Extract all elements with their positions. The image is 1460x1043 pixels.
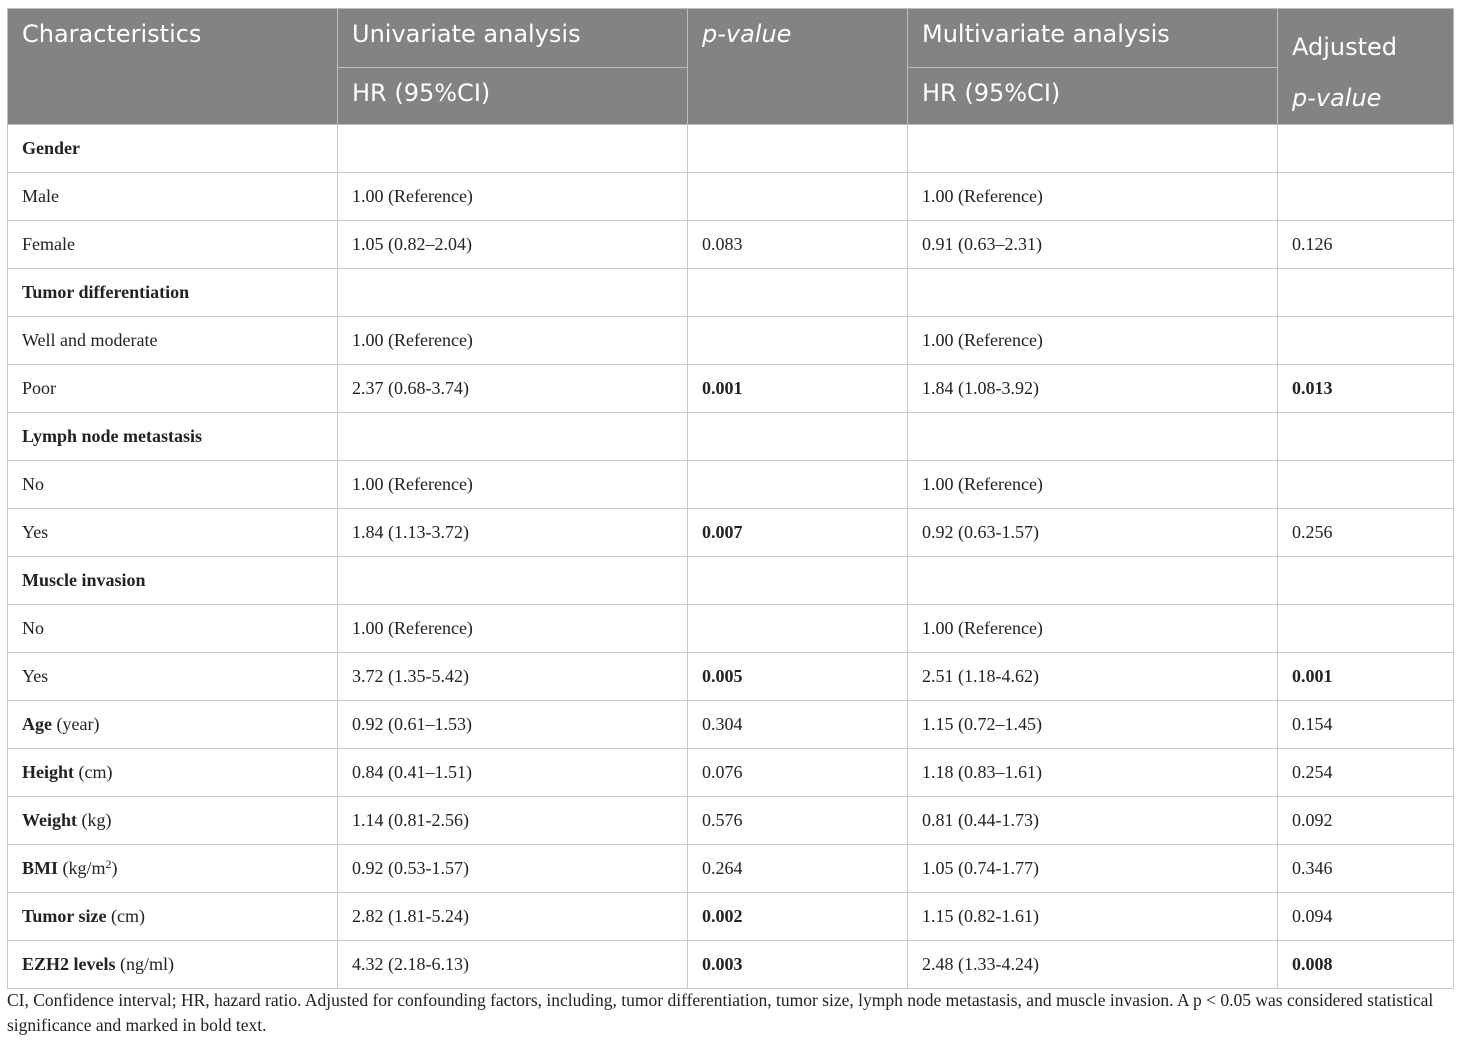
table-footnote: CI, Confidence interval; HR, hazard ratio. Adjusted for confounding factors, including, tumor differentiation, tumor size, lymph node metastasis, and muscle invasion. A p < 0.05 was considered statistical significance and marked in bold text. — [7, 990, 1434, 1035]
cell-multivariate-hr — [908, 269, 1278, 317]
characteristic-label: Well and moderate — [22, 330, 158, 350]
cell-pvalue: 0.001 — [688, 365, 908, 413]
cell-characteristic — [8, 893, 338, 941]
cell-univariate-hr: 4.32 (2.18-6.13) — [338, 941, 688, 989]
cell-adjusted-pvalue — [1278, 557, 1454, 605]
cell-characteristic — [8, 461, 338, 509]
header-adjusted-pvalue — [1278, 9, 1454, 125]
cell-pvalue: 0.576 — [688, 797, 908, 845]
cell-pvalue: 0.005 — [688, 653, 908, 701]
characteristic-label: Height — [22, 762, 74, 782]
cell-pvalue — [688, 125, 908, 173]
cell-pvalue: 0.007 — [688, 509, 908, 557]
cell-univariate-hr — [338, 125, 688, 173]
table-row — [8, 557, 1454, 605]
cell-univariate-hr: 1.00 (Reference) — [338, 317, 688, 365]
cell-univariate-hr: 1.00 (Reference) — [338, 173, 688, 221]
cell-univariate-hr: 2.37 (0.68-3.74) — [338, 365, 688, 413]
cell-multivariate-hr — [908, 413, 1278, 461]
cell-pvalue: 0.076 — [688, 749, 908, 797]
characteristic-label: Female — [22, 234, 75, 254]
cell-characteristic — [8, 365, 338, 413]
cell-characteristic — [8, 125, 338, 173]
cell-adjusted-pvalue: 0.092 — [1278, 797, 1454, 845]
cell-characteristic — [8, 509, 338, 557]
table-row — [8, 365, 1454, 413]
table-header — [8, 9, 1454, 125]
cell-pvalue — [688, 173, 908, 221]
cell-pvalue: 0.304 — [688, 701, 908, 749]
header-multivariate: Multivariate analysis — [908, 9, 1278, 68]
cell-univariate-hr: 1.14 (0.81-2.56) — [338, 797, 688, 845]
characteristic-label: Yes — [22, 522, 49, 542]
cell-characteristic — [8, 941, 338, 989]
characteristic-label: No — [22, 474, 44, 494]
characteristic-unit: (cm) — [111, 906, 145, 926]
table-row — [8, 509, 1454, 557]
cell-characteristic — [8, 845, 338, 893]
header-pvalue-text: p-value — [702, 20, 792, 48]
characteristic-label: Yes — [22, 666, 49, 686]
cell-adjusted-pvalue — [1278, 269, 1454, 317]
cell-univariate-hr: 1.05 (0.82–2.04) — [338, 221, 688, 269]
cell-adjusted-pvalue — [1278, 413, 1454, 461]
characteristic-unit: (cm) — [78, 762, 113, 782]
characteristic-unit: (ng/ml) — [120, 954, 174, 974]
unit-tail: ) — [111, 858, 118, 878]
cell-characteristic — [8, 653, 338, 701]
header-adjusted-label: Adjusted — [1292, 33, 1398, 61]
table-row — [8, 797, 1454, 845]
header-multivariate-hr: HR (95%CI) — [908, 67, 1278, 124]
cell-adjusted-pvalue: 0.256 — [1278, 509, 1454, 557]
cell-characteristic — [8, 701, 338, 749]
cell-adjusted-pvalue — [1278, 317, 1454, 365]
cell-pvalue: 0.264 — [688, 845, 908, 893]
table-row — [8, 893, 1454, 941]
unit-superscript: 2 — [105, 857, 112, 871]
characteristic-label: BMI — [22, 858, 58, 878]
cell-adjusted-pvalue: 0.254 — [1278, 749, 1454, 797]
cell-multivariate-hr: 1.00 (Reference) — [908, 317, 1278, 365]
cell-pvalue — [688, 461, 908, 509]
header-characteristics: Characteristics — [8, 9, 338, 125]
cell-adjusted-pvalue: 0.013 — [1278, 365, 1454, 413]
characteristic-label: Gender — [22, 138, 80, 158]
header-univariate: Univariate analysis — [338, 9, 688, 68]
table-row — [8, 269, 1454, 317]
characteristic-unit: (kg/m — [62, 858, 106, 878]
table-row — [8, 173, 1454, 221]
characteristic-label: Poor — [22, 378, 57, 398]
table-row — [8, 845, 1454, 893]
table-row — [8, 605, 1454, 653]
cell-pvalue — [688, 413, 908, 461]
cell-univariate-hr: 2.82 (1.81-5.24) — [338, 893, 688, 941]
cell-characteristic — [8, 749, 338, 797]
cell-characteristic — [8, 317, 338, 365]
cell-multivariate-hr: 0.81 (0.44-1.73) — [908, 797, 1278, 845]
cell-univariate-hr: 1.00 (Reference) — [338, 605, 688, 653]
cell-multivariate-hr: 2.48 (1.33-4.24) — [908, 941, 1278, 989]
cell-pvalue — [688, 269, 908, 317]
cell-univariate-hr: 0.84 (0.41–1.51) — [338, 749, 688, 797]
cell-univariate-hr — [338, 269, 688, 317]
characteristic-unit: (kg) — [81, 810, 112, 830]
header-adjusted-pvalue-text: p-value — [1292, 84, 1382, 112]
table-body — [8, 125, 1454, 989]
cell-univariate-hr: 1.84 (1.13-3.72) — [338, 509, 688, 557]
cell-pvalue — [688, 317, 908, 365]
cell-adjusted-pvalue: 0.126 — [1278, 221, 1454, 269]
cell-pvalue: 0.083 — [688, 221, 908, 269]
characteristic-label: Tumor size — [22, 906, 107, 926]
cell-multivariate-hr — [908, 557, 1278, 605]
cell-univariate-hr: 3.72 (1.35-5.42) — [338, 653, 688, 701]
cell-multivariate-hr: 1.15 (0.82-1.61) — [908, 893, 1278, 941]
cell-univariate-hr: 0.92 (0.61–1.53) — [338, 701, 688, 749]
cell-adjusted-pvalue — [1278, 125, 1454, 173]
cell-adjusted-pvalue: 0.094 — [1278, 893, 1454, 941]
table-row — [8, 749, 1454, 797]
table-row — [8, 941, 1454, 989]
characteristic-label: Age — [22, 714, 52, 734]
header-pvalue — [688, 9, 908, 125]
cell-univariate-hr — [338, 413, 688, 461]
cell-multivariate-hr: 1.00 (Reference) — [908, 173, 1278, 221]
cell-univariate-hr — [338, 557, 688, 605]
characteristic-label: No — [22, 618, 44, 638]
characteristic-label: EZH2 levels — [22, 954, 116, 974]
cell-multivariate-hr: 0.91 (0.63–2.31) — [908, 221, 1278, 269]
cell-multivariate-hr: 1.84 (1.08-3.92) — [908, 365, 1278, 413]
cell-multivariate-hr: 1.00 (Reference) — [908, 605, 1278, 653]
characteristic-label: Muscle invasion — [22, 570, 146, 590]
characteristic-label: Lymph node metastasis — [22, 426, 203, 446]
cell-adjusted-pvalue — [1278, 605, 1454, 653]
table-row — [8, 413, 1454, 461]
cell-pvalue — [688, 557, 908, 605]
cell-multivariate-hr: 1.15 (0.72–1.45) — [908, 701, 1278, 749]
cell-adjusted-pvalue: 0.154 — [1278, 701, 1454, 749]
cell-multivariate-hr: 1.05 (0.74-1.77) — [908, 845, 1278, 893]
characteristic-label: Weight — [22, 810, 78, 830]
table-row — [8, 221, 1454, 269]
cell-adjusted-pvalue: 0.001 — [1278, 653, 1454, 701]
cell-univariate-hr: 0.92 (0.53-1.57) — [338, 845, 688, 893]
header-univariate-hr: HR (95%CI) — [338, 67, 688, 124]
cell-characteristic — [8, 797, 338, 845]
cell-characteristic — [8, 557, 338, 605]
characteristic-label: Tumor differentiation — [22, 282, 190, 302]
cell-adjusted-pvalue — [1278, 461, 1454, 509]
table-row — [8, 317, 1454, 365]
cell-pvalue: 0.002 — [688, 893, 908, 941]
cell-characteristic — [8, 413, 338, 461]
table-row — [8, 125, 1454, 173]
cell-adjusted-pvalue: 0.346 — [1278, 845, 1454, 893]
cell-characteristic — [8, 605, 338, 653]
table-row — [8, 461, 1454, 509]
table-row — [8, 701, 1454, 749]
cell-adjusted-pvalue: 0.008 — [1278, 941, 1454, 989]
cell-multivariate-hr: 2.51 (1.18-4.62) — [908, 653, 1278, 701]
cell-multivariate-hr: 1.18 (0.83–1.61) — [908, 749, 1278, 797]
cell-adjusted-pvalue — [1278, 173, 1454, 221]
table-row — [8, 653, 1454, 701]
results-table — [7, 8, 1454, 989]
characteristic-unit: (year) — [56, 714, 100, 734]
cell-characteristic — [8, 269, 338, 317]
cell-pvalue — [688, 605, 908, 653]
cell-pvalue: 0.003 — [688, 941, 908, 989]
characteristic-label: Male — [22, 186, 59, 206]
cell-multivariate-hr: 0.92 (0.63-1.57) — [908, 509, 1278, 557]
cell-univariate-hr: 1.00 (Reference) — [338, 461, 688, 509]
cell-characteristic — [8, 221, 338, 269]
cell-multivariate-hr — [908, 125, 1278, 173]
cell-multivariate-hr: 1.00 (Reference) — [908, 461, 1278, 509]
cell-characteristic — [8, 173, 338, 221]
